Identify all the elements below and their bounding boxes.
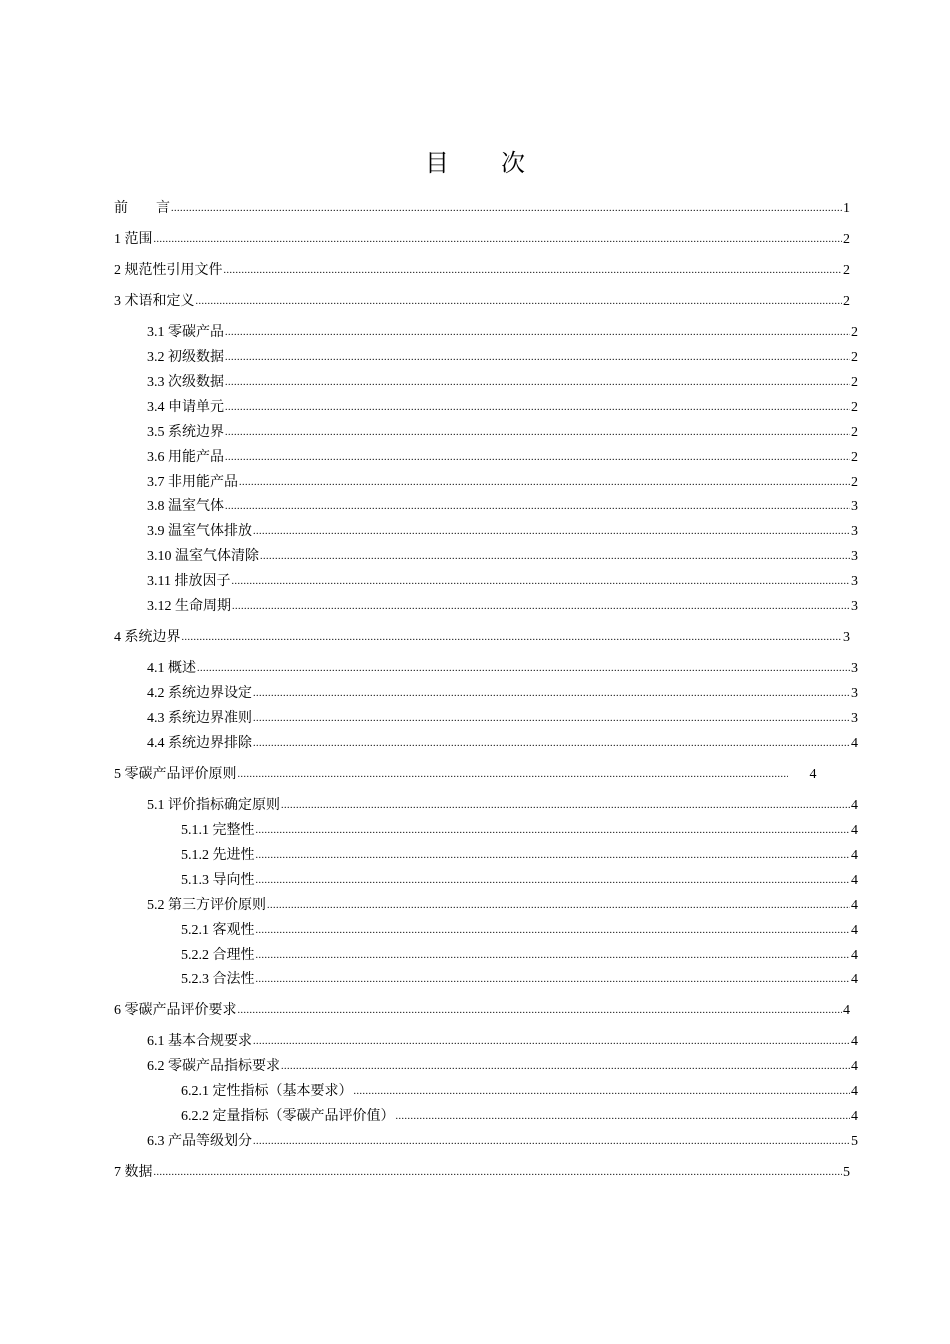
toc-label: 3.6 用能产品 bbox=[147, 450, 224, 465]
toc-page-number: 4 bbox=[851, 1059, 858, 1074]
toc-page-number: 2 bbox=[851, 450, 858, 465]
toc-label: 3.12 生命周期 bbox=[147, 599, 231, 614]
toc-leader-dots bbox=[232, 597, 850, 617]
toc-leader-dots bbox=[196, 292, 843, 312]
toc-leader-dots bbox=[154, 1163, 843, 1183]
toc-entry[interactable] bbox=[147, 734, 858, 754]
toc-leader-dots bbox=[267, 896, 850, 916]
toc-label: 3.9 温室气体排放 bbox=[147, 524, 252, 539]
toc-entry[interactable] bbox=[147, 348, 858, 368]
toc-page-number: 4 bbox=[851, 873, 858, 888]
toc-label: 6.2.1 定性指标（基本要求） bbox=[181, 1084, 353, 1099]
toc-leader-dots bbox=[239, 473, 850, 493]
toc-entry[interactable] bbox=[147, 1132, 858, 1152]
toc-label: 3.2 初级数据 bbox=[147, 350, 224, 365]
toc-page-number: 2 bbox=[851, 425, 858, 440]
toc-leader-dots bbox=[225, 323, 850, 343]
toc-entry[interactable] bbox=[147, 597, 858, 617]
toc-page-number: 4 bbox=[843, 1003, 850, 1018]
toc-label-part2: 言 bbox=[156, 201, 170, 216]
toc-entry[interactable] bbox=[147, 1032, 858, 1052]
toc-page-number: 4 bbox=[851, 1084, 858, 1099]
toc-leader-dots bbox=[238, 765, 788, 785]
toc-label: 前 bbox=[114, 201, 128, 216]
toc-leader-dots bbox=[256, 846, 851, 866]
toc-entry[interactable] bbox=[147, 572, 858, 592]
toc-page-number: 1 bbox=[843, 201, 850, 216]
toc-label: 3.7 非用能产品 bbox=[147, 475, 238, 490]
toc-label: 5 零碳产品评价原则 bbox=[114, 767, 237, 782]
toc-leader-dots bbox=[396, 1107, 851, 1127]
toc-page-number: 4 bbox=[809, 767, 817, 782]
toc-label: 6.2 零碳产品指标要求 bbox=[147, 1059, 280, 1074]
toc-label: 3.1 零碳产品 bbox=[147, 325, 224, 340]
toc-leader-dots bbox=[171, 199, 842, 219]
toc-page-number: 2 bbox=[851, 350, 858, 365]
toc-page-number: 3 bbox=[851, 549, 858, 564]
toc-leader-dots bbox=[281, 1057, 850, 1077]
toc-leader-dots bbox=[225, 448, 850, 468]
toc-leader-dots bbox=[253, 1032, 850, 1052]
toc-label: 4.2 系统边界设定 bbox=[147, 686, 252, 701]
toc-leader-dots bbox=[238, 1001, 843, 1021]
toc-leader-dots bbox=[225, 398, 850, 418]
toc-entry[interactable] bbox=[114, 628, 850, 648]
toc-page-number: 4 bbox=[851, 898, 858, 913]
toc-entry[interactable] bbox=[181, 970, 858, 990]
toc-page-number: 4 bbox=[851, 923, 858, 938]
toc-leader-dots bbox=[231, 572, 850, 592]
toc-page-number: 4 bbox=[851, 823, 858, 838]
toc-label: 6 零碳产品评价要求 bbox=[114, 1003, 237, 1018]
toc-label: 6.1 基本合规要求 bbox=[147, 1034, 252, 1049]
toc-label: 3.8 温室气体 bbox=[147, 499, 224, 514]
toc-label: 4.3 系统边界准则 bbox=[147, 711, 252, 726]
toc-entry[interactable] bbox=[147, 522, 858, 542]
toc-entry[interactable] bbox=[147, 323, 858, 343]
toc-page-number: 2 bbox=[851, 375, 858, 390]
toc-leader-dots bbox=[256, 921, 851, 941]
toc-entry[interactable] bbox=[147, 473, 858, 493]
toc-leader-dots bbox=[256, 970, 851, 990]
toc-label: 5.2.2 合理性 bbox=[181, 948, 255, 963]
toc-leader-dots bbox=[197, 659, 850, 679]
toc-leader-dots bbox=[256, 821, 851, 841]
toc-entry[interactable] bbox=[114, 292, 850, 312]
toc-page-number: 3 bbox=[851, 661, 858, 676]
toc-label: 3.10 温室气体清除 bbox=[147, 549, 259, 564]
toc-leader-dots bbox=[253, 522, 850, 542]
toc-page-number: 4 bbox=[851, 798, 858, 813]
toc-page-number: 5 bbox=[851, 1134, 858, 1149]
toc-label: 5.1.1 完整性 bbox=[181, 823, 255, 838]
toc-leader-dots bbox=[281, 796, 850, 816]
toc-entry[interactable] bbox=[181, 871, 858, 891]
toc-leader-dots bbox=[225, 373, 850, 393]
toc-entry-preface[interactable] bbox=[114, 199, 850, 219]
toc-entry[interactable] bbox=[181, 946, 858, 966]
toc-page-number: 2 bbox=[843, 294, 850, 309]
toc-label: 3.3 次级数据 bbox=[147, 375, 224, 390]
toc-label: 4.4 系统边界排除 bbox=[147, 736, 252, 751]
toc-page-number: 3 bbox=[851, 499, 858, 514]
toc-page-number: 4 bbox=[851, 1034, 858, 1049]
page-title-part1: 目 bbox=[425, 151, 449, 177]
toc-entry[interactable] bbox=[181, 846, 858, 866]
toc-entry[interactable] bbox=[181, 921, 858, 941]
toc-page-number: 4 bbox=[851, 972, 858, 987]
toc-entry[interactable] bbox=[147, 684, 858, 704]
toc-entry[interactable] bbox=[114, 1163, 850, 1183]
toc-page-number: 4 bbox=[851, 736, 858, 751]
toc-entry[interactable] bbox=[147, 1057, 858, 1077]
toc-page-number: 2 bbox=[843, 232, 850, 247]
toc-page-number: 4 bbox=[851, 848, 858, 863]
toc-page-number: 3 bbox=[851, 599, 858, 614]
toc-page-number: 3 bbox=[843, 630, 850, 645]
toc-entry[interactable] bbox=[147, 709, 858, 729]
toc-entry[interactable] bbox=[147, 547, 858, 567]
toc-page-number: 4 bbox=[851, 948, 858, 963]
toc-page-number: 2 bbox=[851, 325, 858, 340]
toc-leader-dots bbox=[256, 871, 851, 891]
toc-leader-dots bbox=[182, 628, 843, 648]
toc-leader-dots bbox=[225, 348, 850, 368]
page-title-part2: 次 bbox=[501, 151, 525, 177]
toc-label: 2 规范性引用文件 bbox=[114, 263, 223, 278]
toc-page-number: 3 bbox=[851, 686, 858, 701]
toc-entry[interactable] bbox=[181, 1107, 858, 1127]
toc-label: 7 数据 bbox=[114, 1165, 153, 1180]
toc-label: 1 范围 bbox=[114, 232, 153, 247]
toc-entry[interactable] bbox=[147, 659, 858, 679]
toc-label: 5.1 评价指标确定原则 bbox=[147, 798, 280, 813]
toc-label: 5.2 第三方评价原则 bbox=[147, 898, 266, 913]
toc-entry[interactable] bbox=[147, 423, 858, 443]
toc-entry[interactable] bbox=[181, 821, 858, 841]
toc-entry[interactable] bbox=[147, 796, 858, 816]
toc-leader-dots bbox=[253, 1132, 850, 1152]
toc-label: 6.3 产品等级划分 bbox=[147, 1134, 252, 1149]
toc-label: 4.1 概述 bbox=[147, 661, 196, 676]
toc-leader-dots bbox=[253, 684, 850, 704]
toc-label: 5.1.3 导向性 bbox=[181, 873, 255, 888]
toc-entry[interactable] bbox=[114, 1001, 850, 1021]
toc-leader-dots bbox=[354, 1082, 851, 1102]
toc-entry[interactable] bbox=[147, 373, 858, 393]
toc-page-number: 5 bbox=[843, 1165, 850, 1180]
toc-label: 4 系统边界 bbox=[114, 630, 181, 645]
toc-label: 3.4 申请单元 bbox=[147, 400, 224, 415]
toc-label: 6.2.2 定量指标（零碳产品评价值） bbox=[181, 1109, 395, 1124]
toc-page-number: 3 bbox=[851, 574, 858, 589]
toc-entry[interactable] bbox=[147, 448, 858, 468]
toc-leader-dots bbox=[253, 709, 850, 729]
toc-label: 5.2.1 客观性 bbox=[181, 923, 255, 938]
toc-label: 3.5 系统边界 bbox=[147, 425, 224, 440]
toc-label: 5.1.2 先进性 bbox=[181, 848, 255, 863]
toc-page-number: 2 bbox=[851, 475, 858, 490]
toc-page-number: 2 bbox=[851, 400, 858, 415]
toc-leader-dots bbox=[253, 734, 850, 754]
toc-leader-dots bbox=[154, 230, 843, 250]
toc-entry[interactable] bbox=[114, 765, 850, 785]
toc-leader-dots bbox=[225, 497, 850, 517]
toc-entry[interactable] bbox=[114, 261, 850, 281]
toc-label: 3 术语和定义 bbox=[114, 294, 195, 309]
toc-leader-dots bbox=[225, 423, 850, 443]
toc-label: 5.2.3 合法性 bbox=[181, 972, 255, 987]
toc-page-number: 3 bbox=[851, 524, 858, 539]
toc-leader-dots bbox=[260, 547, 850, 567]
toc-leader-dots bbox=[256, 946, 851, 966]
toc-leader-dots bbox=[224, 261, 843, 281]
toc-entry[interactable] bbox=[114, 230, 850, 250]
toc-page-number: 2 bbox=[843, 263, 850, 278]
toc-label: 3.11 排放因子 bbox=[147, 574, 231, 589]
toc-page-number: 4 bbox=[851, 1109, 858, 1124]
toc-entry[interactable] bbox=[147, 497, 858, 517]
toc-entry[interactable] bbox=[147, 398, 858, 418]
toc-entry[interactable] bbox=[147, 896, 858, 916]
toc-entry[interactable] bbox=[181, 1082, 858, 1102]
toc-page-number: 3 bbox=[851, 711, 858, 726]
